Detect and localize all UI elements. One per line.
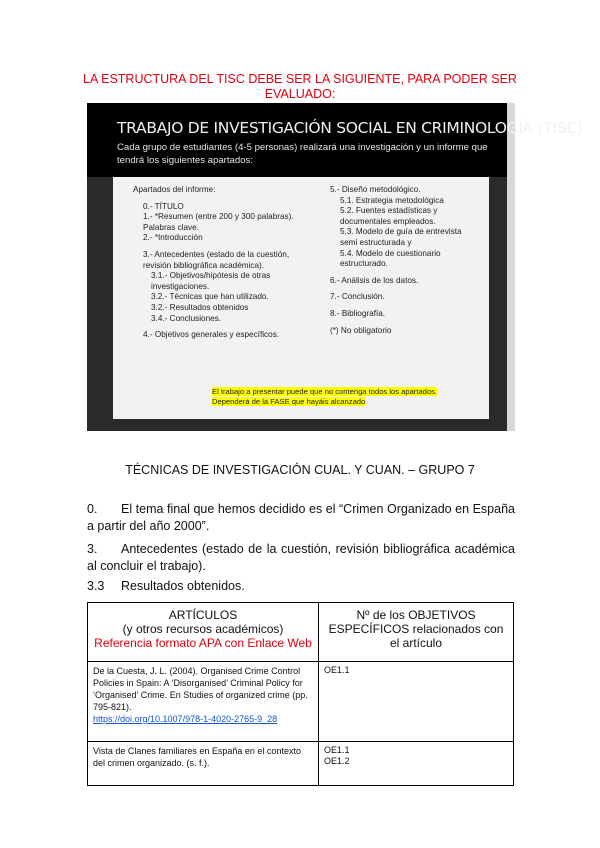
slide-edge	[507, 103, 515, 431]
reference-cell	[88, 662, 319, 742]
slide-note: (*) No obligatorio	[330, 325, 392, 335]
paragraph-number: 3.	[87, 542, 98, 556]
slide-right-column	[330, 185, 480, 336]
slide-item: 0.- TÍTULO	[143, 201, 184, 211]
slide-subtitle: Cada grupo de estudiantes (4-5 personas) realizará una investigación y un informe que tendrá los siguientes apartados:	[117, 142, 488, 166]
table-row	[88, 662, 514, 742]
doi-link[interactable]: https://doi.org/10.1007/978-1-4020-2765-9_28	[93, 714, 278, 724]
slide-subitem: 5.3. Modelo de guía de entrevista semi estructurada y	[340, 227, 462, 247]
slide-left-column	[133, 185, 303, 341]
objectives-column-header: Nº de los OBJETIVOS ESPECÍFICOS relacionados con el artículo	[319, 603, 514, 662]
table-row	[88, 742, 514, 786]
paragraph-number: 3.3	[87, 579, 105, 593]
reference-cell	[88, 742, 319, 786]
tisc-structure-image	[87, 103, 583, 431]
highlight-line: Dependerá de la FASE que hayáis alcanzado	[212, 397, 366, 406]
slide-subitem: 3.2.- Técnicas que han utilizado.	[151, 292, 269, 302]
slide-item: 4.- Objetivos generales y específicos.	[143, 330, 280, 340]
header-line-red: Referencia formato APA con Enlace Web	[94, 636, 312, 650]
reference-text: De la Cuesta, J. L. (2004). Organised Crime Control Policies in Spain: A ‘Disorganised’ Criminal Policy for ‘Organised’ Crime. En Studies of organized crime (pp. 795-821).	[93, 666, 308, 712]
highlight-line: El trabajo a presentar puede que no contenga todos los apartados.	[212, 387, 438, 396]
slide-highlight-note	[212, 387, 452, 407]
paragraph-antecedents	[87, 541, 515, 574]
slide-item: 6.- Análisis de los datos.	[330, 275, 419, 285]
slide-subitem: 5.2. Fuentes estadísticas y documentales empleados.	[340, 206, 438, 226]
slide-item: 8.- Bibliografía.	[330, 308, 386, 318]
articles-table	[87, 602, 514, 786]
slide-subitem: 5.1. Estrategia metodológica	[340, 195, 444, 205]
slide-title: TRABAJO DE INVESTIGACIÓN SOCIAL EN CRIMINOLOGÍA (TISC)	[117, 119, 583, 137]
slide-content-panel	[113, 177, 489, 419]
objective-code: OE1.1	[324, 665, 350, 675]
slide-item: 5.- Diseño metodológico.	[330, 185, 421, 194]
paragraph-topic	[87, 501, 515, 534]
slide-item: 2.- *Introducción	[143, 233, 203, 243]
slide-list-heading: Apartados del informe:	[133, 185, 216, 194]
slide-item: 7.- Conclusión.	[330, 292, 385, 302]
objectives-cell	[319, 742, 514, 786]
header-line: (y otros recursos académicos)	[122, 622, 284, 636]
objectives-cell	[319, 662, 514, 742]
paragraph-text: Resultados obtenidos.	[121, 579, 245, 593]
group-heading: TÉCNICAS DE INVESTIGACIÓN CUAL. Y CUAN. – GRUPO 7	[125, 463, 475, 477]
articles-column-header	[88, 603, 319, 662]
slide-item: 1.- *Resumen (entre 200 y 300 palabras). Palabras clave.	[143, 212, 294, 232]
slide-subitem: 3.1.- Objetivos/hipótesis de otras investigaciones.	[151, 271, 271, 291]
slide-item: 3.- Antecedentes (estado de la cuestión, revisión bibliográfica académica).	[143, 249, 290, 270]
slide-subitem: 3.2.- Resultados obtenidos	[151, 302, 249, 312]
instruction-heading: LA ESTRUCTURA DEL TISC DEBE SER LA SIGUIENTE, PARA PODER SER EVALUADO:	[83, 72, 517, 101]
objective-code: OE1.1	[324, 745, 350, 755]
slide-subitem: 5.4. Modelo de cuestionario estructurado.	[340, 248, 441, 269]
header-line: ARTÍCULOS	[168, 608, 238, 622]
table-header-row	[88, 603, 514, 662]
paragraph-results	[87, 578, 515, 595]
slide-subitem: 3.4.- Conclusiones.	[151, 313, 222, 323]
reference-text: Vista de Clanes familiares en España en el contexto del crimen organizado. (s. f.).	[93, 746, 301, 768]
paragraph-text: El tema final que hemos decidido es el “Crimen Organizado en España a partir del año 2000”.	[87, 502, 515, 533]
objective-code: OE1.2	[324, 756, 350, 766]
paragraph-text: Antecedentes (estado de la cuestión, revisión bibliográfica académica al concluir el trabajo).	[87, 542, 515, 573]
paragraph-number: 0.	[87, 502, 98, 516]
